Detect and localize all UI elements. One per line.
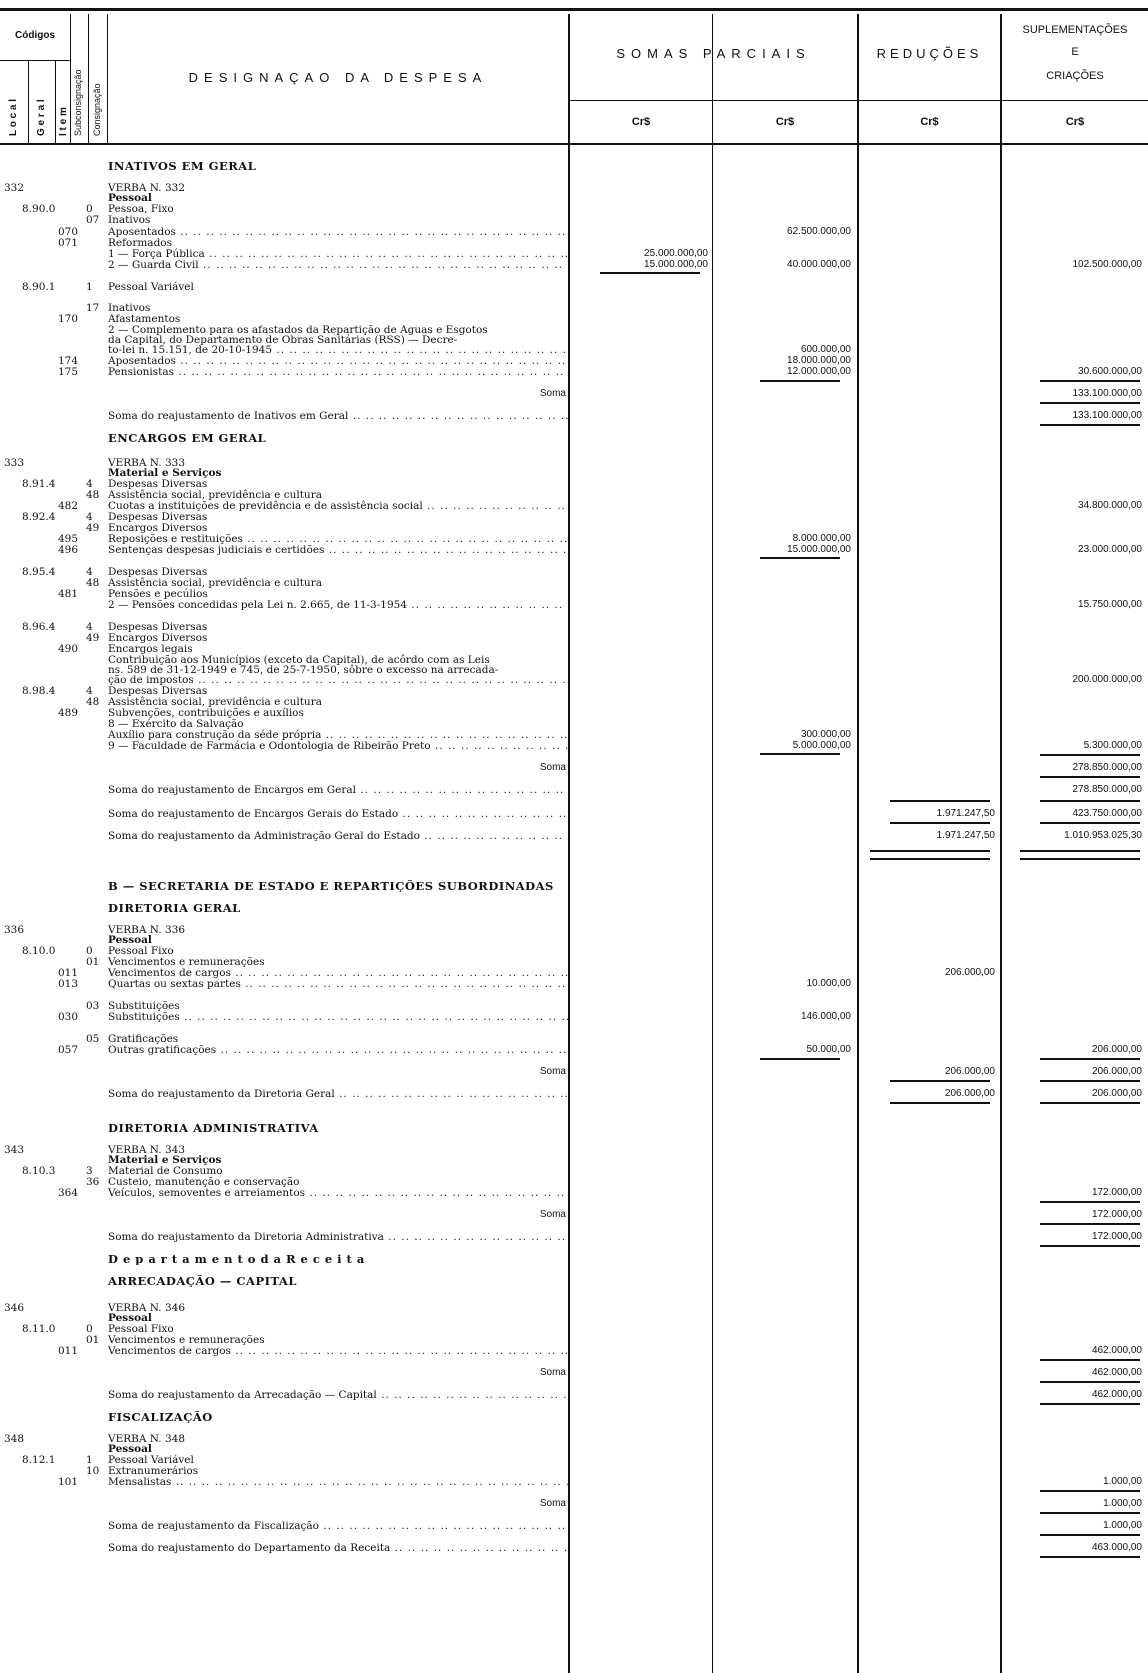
suplementacoes-value: 423.750.000,00 xyxy=(1072,808,1142,819)
reducoes-value: 206.000,00 xyxy=(944,1088,995,1099)
suplementacoes-value: 1.000,00 xyxy=(1103,1520,1142,1531)
code-local: 332 xyxy=(4,182,25,194)
code-item: 174 xyxy=(58,355,79,367)
table-row xyxy=(0,599,1148,611)
code-item: 057 xyxy=(58,1044,79,1056)
row-description: 1 — Força Pública .. .. xyxy=(108,248,568,260)
code-consignacao: 01 xyxy=(86,956,100,968)
sum-rule xyxy=(1040,800,1140,802)
code-item: 481 xyxy=(58,588,79,600)
somas-parciais-2: 8.000.000,00 xyxy=(792,533,851,544)
criacoes-header: CRIAÇÕES xyxy=(1046,70,1104,82)
row-description: VERBA N. 332 xyxy=(108,182,186,194)
soma-label: Soma xyxy=(539,1367,566,1378)
row-description: Pessoal xyxy=(108,934,152,946)
code-geral: 8.96.4 xyxy=(22,621,56,633)
row-description: Soma do reajustamento do Departamento da Receita .. .. xyxy=(108,1542,568,1554)
table-row xyxy=(0,978,1148,990)
somas-parciais-2: 15.000.000,00 xyxy=(787,544,851,555)
row-description: ção de impostos .. .. xyxy=(108,674,568,686)
suplementacoes-value: 1.010.953.025,30 xyxy=(1064,830,1142,841)
code-consignacao: 0 xyxy=(86,945,93,957)
row-description: Material e Serviços xyxy=(108,467,222,479)
suplementacoes-value: 200.000.000,00 xyxy=(1072,674,1142,685)
row-description: Soma do reajustamento de Inativos em Geral .. .. xyxy=(108,410,568,422)
row-description: Despesas Diversas xyxy=(108,478,208,490)
row-description: DIRETORIA GERAL xyxy=(108,902,241,914)
code-item: 170 xyxy=(58,313,79,325)
row-description: Assistência social, previdência e cultura xyxy=(108,577,322,589)
code-consignacao: 1 xyxy=(86,281,93,293)
row-description: Encargos Diversos xyxy=(108,632,208,644)
row-description: ns. 589 de 31-12-1949 e 745, de 25-7-1950, sôbre o excesso na arrecada- xyxy=(108,664,499,676)
reducoes-value: 206.000,00 xyxy=(944,1066,995,1077)
row-description: Despesas Diversas xyxy=(108,566,208,578)
code-geral: 8.12.1 xyxy=(22,1454,56,1466)
code-consignacao: 4 xyxy=(86,478,93,490)
soma-label: Soma xyxy=(539,1066,566,1077)
geral-header: G e r a l xyxy=(36,99,47,136)
suplementacoes-value: 34.800.000,00 xyxy=(1078,500,1142,511)
row-description: Encargos Diversos xyxy=(108,522,208,534)
local-header: L o c a l xyxy=(8,98,19,136)
sum-rule xyxy=(890,822,990,824)
code-local: 346 xyxy=(4,1302,25,1314)
code-geral: 8.90.0 xyxy=(22,203,56,215)
code-item: 071 xyxy=(58,237,79,249)
row-description: Pessoal xyxy=(108,192,152,204)
code-item: 490 xyxy=(58,643,79,655)
row-description: Auxílio para construção da séde própria .. .. xyxy=(108,729,568,741)
row-description: Pensionistas .. .. xyxy=(108,366,568,378)
table-row xyxy=(0,1476,1148,1488)
sum-rule xyxy=(890,800,990,802)
sum-rule xyxy=(1040,402,1140,404)
table-row xyxy=(0,1011,1148,1023)
table-row xyxy=(0,1066,1148,1078)
code-local: 333 xyxy=(4,457,25,469)
row-description: VERBA N. 348 xyxy=(108,1433,186,1445)
code-item: 070 xyxy=(58,226,79,238)
codigos-header: Códigos xyxy=(15,30,55,41)
table-row xyxy=(0,1411,1148,1423)
code-consignacao: 03 xyxy=(86,1000,100,1012)
crs-label: Cr$ xyxy=(920,116,939,128)
table-row xyxy=(0,1542,1148,1554)
sum-rule xyxy=(870,850,990,852)
table-row xyxy=(0,366,1148,378)
table-row xyxy=(0,160,1148,172)
sum-rule xyxy=(1040,380,1140,382)
table-row xyxy=(0,1187,1148,1199)
row-description: Soma do reajustamento de Encargos em Geral .. .. xyxy=(108,784,568,796)
sum-rule xyxy=(1040,1556,1140,1558)
somas-parciais-2: 300.000,00 xyxy=(800,729,851,740)
code-consignacao: 05 xyxy=(86,1033,100,1045)
row-description: VERBA N. 336 xyxy=(108,924,186,936)
code-geral: 8.10.3 xyxy=(22,1165,56,1177)
soma-label: Soma xyxy=(539,762,566,773)
code-consignacao: 48 xyxy=(86,577,100,589)
sum-rule xyxy=(1040,1102,1140,1104)
suplementacoes-value: 462.000,00 xyxy=(1091,1367,1142,1378)
sum-rule xyxy=(760,557,840,559)
row-description: Quartas ou sextas partes .. .. xyxy=(108,978,568,990)
sum-rule xyxy=(1040,776,1140,778)
sum-rule xyxy=(1040,1223,1140,1225)
code-item: 495 xyxy=(58,533,79,545)
code-consignacao: 0 xyxy=(86,1323,93,1335)
code-consignacao: 49 xyxy=(86,632,100,644)
row-description: Pessoal Variável xyxy=(108,1454,194,1466)
suplementacoes-value: 1.000,00 xyxy=(1103,1476,1142,1487)
somas-parciais-1: 25.000.000,00 xyxy=(644,248,708,259)
row-description: Despesas Diversas xyxy=(108,621,208,633)
table-row xyxy=(0,740,1148,752)
code-geral: 8.10.0 xyxy=(22,945,56,957)
somas-parciais-2: 10.000,00 xyxy=(806,978,851,989)
somas-parciais-2: 12.000.000,00 xyxy=(787,366,851,377)
row-description: Mensalistas .. .. xyxy=(108,1476,568,1488)
row-description: Reformados xyxy=(108,237,172,249)
sum-rule xyxy=(1040,1403,1140,1405)
row-description: Extranumerários xyxy=(108,1465,199,1477)
table-row xyxy=(0,410,1148,422)
row-description: FISCALIZAÇÃO xyxy=(108,1411,213,1423)
sum-rule xyxy=(1040,1490,1140,1492)
row-description: Soma do reajustamento de Encargos Gerais do Estado .. .. xyxy=(108,808,568,820)
code-consignacao: 01 xyxy=(86,1334,100,1346)
sum-rule xyxy=(1040,1381,1140,1383)
row-description: Gratificações xyxy=(108,1033,179,1045)
row-description: Subvenções, contribuições e auxílios xyxy=(108,707,304,719)
reducoes-value: 206.000,00 xyxy=(944,967,995,978)
item-header: I t e m xyxy=(58,107,69,136)
table-row xyxy=(0,1389,1148,1401)
row-description: Soma do reajustamento da Administração Geral do Estado .. .. xyxy=(108,830,568,842)
suplementacoes-value: 278.850.000,00 xyxy=(1072,784,1142,795)
crs-label: Cr$ xyxy=(1065,116,1085,128)
row-description: VERBA N. 346 xyxy=(108,1302,186,1314)
table-row xyxy=(0,880,1148,892)
sum-rule xyxy=(1040,822,1140,824)
code-local: 336 xyxy=(4,924,25,936)
suplementacoes-value: 23.000.000,00 xyxy=(1078,544,1142,555)
suplementacoes-value: 206.000,00 xyxy=(1091,1066,1142,1077)
row-description: Pessoal Fixo xyxy=(108,945,174,957)
code-local: 348 xyxy=(4,1433,25,1445)
somas-parciais-2: 5.000.000,00 xyxy=(792,740,851,751)
crs-label: Cr$ xyxy=(631,116,651,128)
code-geral: 8.11.0 xyxy=(22,1323,56,1335)
sum-rule xyxy=(1020,858,1140,860)
row-description: Material de Consumo xyxy=(108,1165,223,1177)
table-row xyxy=(0,1088,1148,1100)
table-row xyxy=(0,388,1148,400)
row-description: 9 — Faculdade de Farmácia e Odontologia de Ribeirão Preto .. .. xyxy=(108,740,568,752)
row-description: Material e Serviços xyxy=(108,1154,222,1166)
code-consignacao: 36 xyxy=(86,1176,100,1188)
code-consignacao: 4 xyxy=(86,685,93,697)
row-description: Outras gratificações .. .. xyxy=(108,1044,568,1056)
row-description: Soma do reajustamento da Diretoria Geral .. .. xyxy=(108,1088,568,1100)
table-row xyxy=(0,544,1148,556)
code-geral: 8.98.4 xyxy=(22,685,56,697)
row-description: Custeio, manutenção e conservação xyxy=(108,1176,300,1188)
suplementacoes-value: 206.000,00 xyxy=(1091,1088,1142,1099)
reducoes-value: 1.971.247,50 xyxy=(936,808,995,819)
code-consignacao: 49 xyxy=(86,522,100,534)
suplementacoes-value: 462.000,00 xyxy=(1091,1345,1142,1356)
row-description: B — SECRETARIA DE ESTADO E REPARTIÇÕES SUBORDINADAS xyxy=(108,880,554,892)
table-row xyxy=(0,784,1148,796)
crs-label: Cr$ xyxy=(775,116,795,128)
suplementacoes-value: 278.850.000,00 xyxy=(1072,762,1142,773)
sum-rule xyxy=(1040,754,1140,756)
somas-parciais-2: 40.000.000,00 xyxy=(787,259,851,270)
row-description: Substituições .. .. xyxy=(108,1011,568,1023)
e-header: E xyxy=(1071,46,1079,58)
row-description: Vencimentos de cargos .. .. xyxy=(108,967,568,979)
sum-rule xyxy=(1040,1080,1140,1082)
table-row xyxy=(0,762,1148,774)
row-description: Vencimentos e remunerações xyxy=(108,1334,265,1346)
suplementacoes-value: 462.000,00 xyxy=(1091,1389,1142,1400)
sum-rule xyxy=(890,1102,990,1104)
suplementacoes-value: 172.000,00 xyxy=(1091,1209,1142,1220)
row-description: Assistência social, previdência e cultura xyxy=(108,489,322,501)
row-description: Vencimentos de cargos .. .. xyxy=(108,1345,568,1357)
row-description: INATIVOS EM GERAL xyxy=(108,160,257,172)
sum-rule xyxy=(760,753,840,755)
table-row xyxy=(0,902,1148,914)
sum-rule xyxy=(760,1058,840,1060)
code-local: 343 xyxy=(4,1144,25,1156)
sum-rule xyxy=(870,858,990,860)
row-description: DIRETORIA ADMINISTRATIVA xyxy=(108,1122,319,1134)
code-item: 013 xyxy=(58,978,79,990)
table-row xyxy=(0,1275,1148,1287)
code-consignacao: 0 xyxy=(86,203,93,215)
row-description: D e p a r t a m e n t o d a R e c e i t a xyxy=(108,1253,365,1265)
soma-label: Soma xyxy=(539,388,566,399)
row-description: Inativos xyxy=(108,214,151,226)
sum-rule xyxy=(1040,1534,1140,1536)
table-row xyxy=(0,1345,1148,1357)
subconsignacao-header: Subconsignação xyxy=(73,69,83,136)
row-description: Vencimentos e remunerações xyxy=(108,956,265,968)
row-description: Soma do reajustamento da Diretoria Administrativa .. .. xyxy=(108,1231,568,1243)
suplementacoes-value: 172.000,00 xyxy=(1091,1187,1142,1198)
code-item: 364 xyxy=(58,1187,79,1199)
code-item: 011 xyxy=(58,967,79,979)
table-row xyxy=(0,1122,1148,1134)
row-description: Pensões e pecúlios xyxy=(108,588,208,600)
code-consignacao: 48 xyxy=(86,489,100,501)
suplementacoes-value: 133.100.000,00 xyxy=(1072,410,1142,421)
sum-rule xyxy=(1040,424,1140,426)
table-row xyxy=(0,259,1148,271)
code-item: 482 xyxy=(58,500,79,512)
sum-rule xyxy=(600,272,700,274)
table-row xyxy=(0,1231,1148,1243)
soma-label: Soma xyxy=(539,1498,566,1509)
row-description: Despesas Diversas xyxy=(108,685,208,697)
row-description: Substituições xyxy=(108,1000,180,1012)
somas-parciais-2: 146.000,00 xyxy=(800,1011,851,1022)
row-description: Pessoa, Fixo xyxy=(108,203,174,215)
code-consignacao: 4 xyxy=(86,621,93,633)
row-description: ARRECADAÇÃO — CAPITAL xyxy=(108,1275,297,1287)
code-consignacao: 10 xyxy=(86,1465,100,1477)
row-description: Assistência social, previdência e cultura xyxy=(108,696,322,708)
sum-rule xyxy=(1040,1359,1140,1361)
sum-rule xyxy=(1040,1245,1140,1247)
suplementacoes-value: 172.000,00 xyxy=(1091,1231,1142,1242)
code-geral: 8.91.4 xyxy=(22,478,56,490)
code-consignacao: 3 xyxy=(86,1165,93,1177)
suplementacoes-value: 1.000,00 xyxy=(1103,1498,1142,1509)
row-description: Sentenças despesas judiciais e certidões .. .. xyxy=(108,544,568,556)
consignacao-header: Consignação xyxy=(92,83,102,136)
table-row xyxy=(0,1520,1148,1532)
reducoes-value: 1.971.247,50 xyxy=(936,830,995,841)
row-description: Encargos legais xyxy=(108,643,193,655)
somas-parciais-2: 62.500.000,00 xyxy=(787,226,851,237)
code-consignacao: 4 xyxy=(86,566,93,578)
code-consignacao: 07 xyxy=(86,214,100,226)
soma-label: Soma xyxy=(539,1209,566,1220)
row-description: VERBA N. 343 xyxy=(108,1144,186,1156)
row-description: Pessoal xyxy=(108,1443,152,1455)
row-description: VERBA N. 333 xyxy=(108,457,186,469)
sum-rule xyxy=(760,380,840,382)
somas-parciais-2: 600.000,00 xyxy=(800,344,851,355)
code-consignacao: 17 xyxy=(86,302,100,314)
suplementacoes-value: 5.300.000,00 xyxy=(1083,740,1142,751)
somas-parciais-1: 15.000.000,00 xyxy=(644,259,708,270)
row-description: Reposições e restituições .. .. xyxy=(108,533,568,545)
row-description: Inativos xyxy=(108,302,151,314)
reducoes-header: REDUÇÕES xyxy=(876,46,983,61)
row-description: Aposentados .. .. xyxy=(108,226,568,238)
row-description: Pessoal Fixo xyxy=(108,1323,174,1335)
suplementacoes-value: 133.100.000,00 xyxy=(1072,388,1142,399)
row-description: ENCARGOS EM GERAL xyxy=(108,432,267,444)
code-item: 101 xyxy=(58,1476,79,1488)
sum-rule xyxy=(890,1080,990,1082)
row-description: 2 — Complemento para os afastados da Repartição de Aguas e Esgotos xyxy=(108,324,488,336)
suplementacoes-value: 206.000,00 xyxy=(1091,1044,1142,1055)
suplementacoes-value: 102.500.000,00 xyxy=(1072,259,1142,270)
row-description: Despesas Diversas xyxy=(108,511,208,523)
table-row xyxy=(0,281,1148,293)
table-row xyxy=(0,432,1148,444)
code-geral: 8.90.1 xyxy=(22,281,56,293)
sum-rule xyxy=(1040,1512,1140,1514)
code-geral: 8.95.4 xyxy=(22,566,56,578)
code-consignacao: 1 xyxy=(86,1454,93,1466)
code-item: 175 xyxy=(58,366,79,378)
somas-parciais-2: 18.000.000,00 xyxy=(787,355,851,366)
row-description: to-lei n. 15.151, de 20-10-1945 .. .. xyxy=(108,344,568,356)
somas-parciais-header: SOMAS PARCIAIS xyxy=(616,46,811,61)
row-description: Pessoal Variável xyxy=(108,281,194,293)
code-item: 489 xyxy=(58,707,79,719)
code-item: 496 xyxy=(58,544,79,556)
row-description: Contribuição aos Municípios (exceto da Capital), de acôrdo com as Leis xyxy=(108,654,490,666)
table-row xyxy=(0,1498,1148,1510)
table-row xyxy=(0,1253,1148,1265)
table-row xyxy=(0,1044,1148,1056)
code-item: 030 xyxy=(58,1011,79,1023)
row-description: 8 — Exército da Salvação xyxy=(108,718,244,730)
row-description: 2 — Pensões concedidas pela Lei n. 2.665, de 11-3-1954 .. .. xyxy=(108,599,568,611)
row-description: 2 — Guarda Civil .. .. xyxy=(108,259,568,271)
table-row xyxy=(0,808,1148,820)
code-consignacao: 4 xyxy=(86,511,93,523)
row-description: Soma de reajustamento da Fiscalização .. .. xyxy=(108,1520,568,1532)
suplementacoes-header: SUPLEMENTAÇÕES xyxy=(1022,24,1128,36)
sum-rule xyxy=(1040,1058,1140,1060)
sum-rule xyxy=(1040,1201,1140,1203)
row-description: Afastamentos xyxy=(108,313,181,325)
table-row xyxy=(0,1367,1148,1379)
suplementacoes-value: 30.600.000,00 xyxy=(1078,366,1142,377)
table-row xyxy=(0,214,1148,226)
table-row xyxy=(0,830,1148,842)
row-description: Cuotas a instituições de previdência e de assistência social .. .. xyxy=(108,500,568,512)
row-description: da Capital, do Departamento de Obras Sanitárias (RSS) — Decre- xyxy=(108,334,458,346)
row-description: Soma do reajustamento da Arrecadação — Capital .. .. xyxy=(108,1389,568,1401)
row-description: Pessoal xyxy=(108,1312,152,1324)
table-row xyxy=(0,1209,1148,1221)
suplementacoes-value: 463.000,00 xyxy=(1091,1542,1142,1553)
row-description: Veículos, semoventes e arreiamentos .. .. xyxy=(108,1187,568,1199)
suplementacoes-value: 15.750.000,00 xyxy=(1078,599,1142,610)
row-description: Aposentados .. .. xyxy=(108,355,568,367)
sum-rule xyxy=(1020,850,1140,852)
code-item: 011 xyxy=(58,1345,79,1357)
code-consignacao: 48 xyxy=(86,696,100,708)
somas-parciais-2: 50.000,00 xyxy=(806,1044,851,1055)
code-geral: 8.92.4 xyxy=(22,511,56,523)
designacao-header: DESIGNAÇAO DA DESPESA xyxy=(188,70,488,85)
